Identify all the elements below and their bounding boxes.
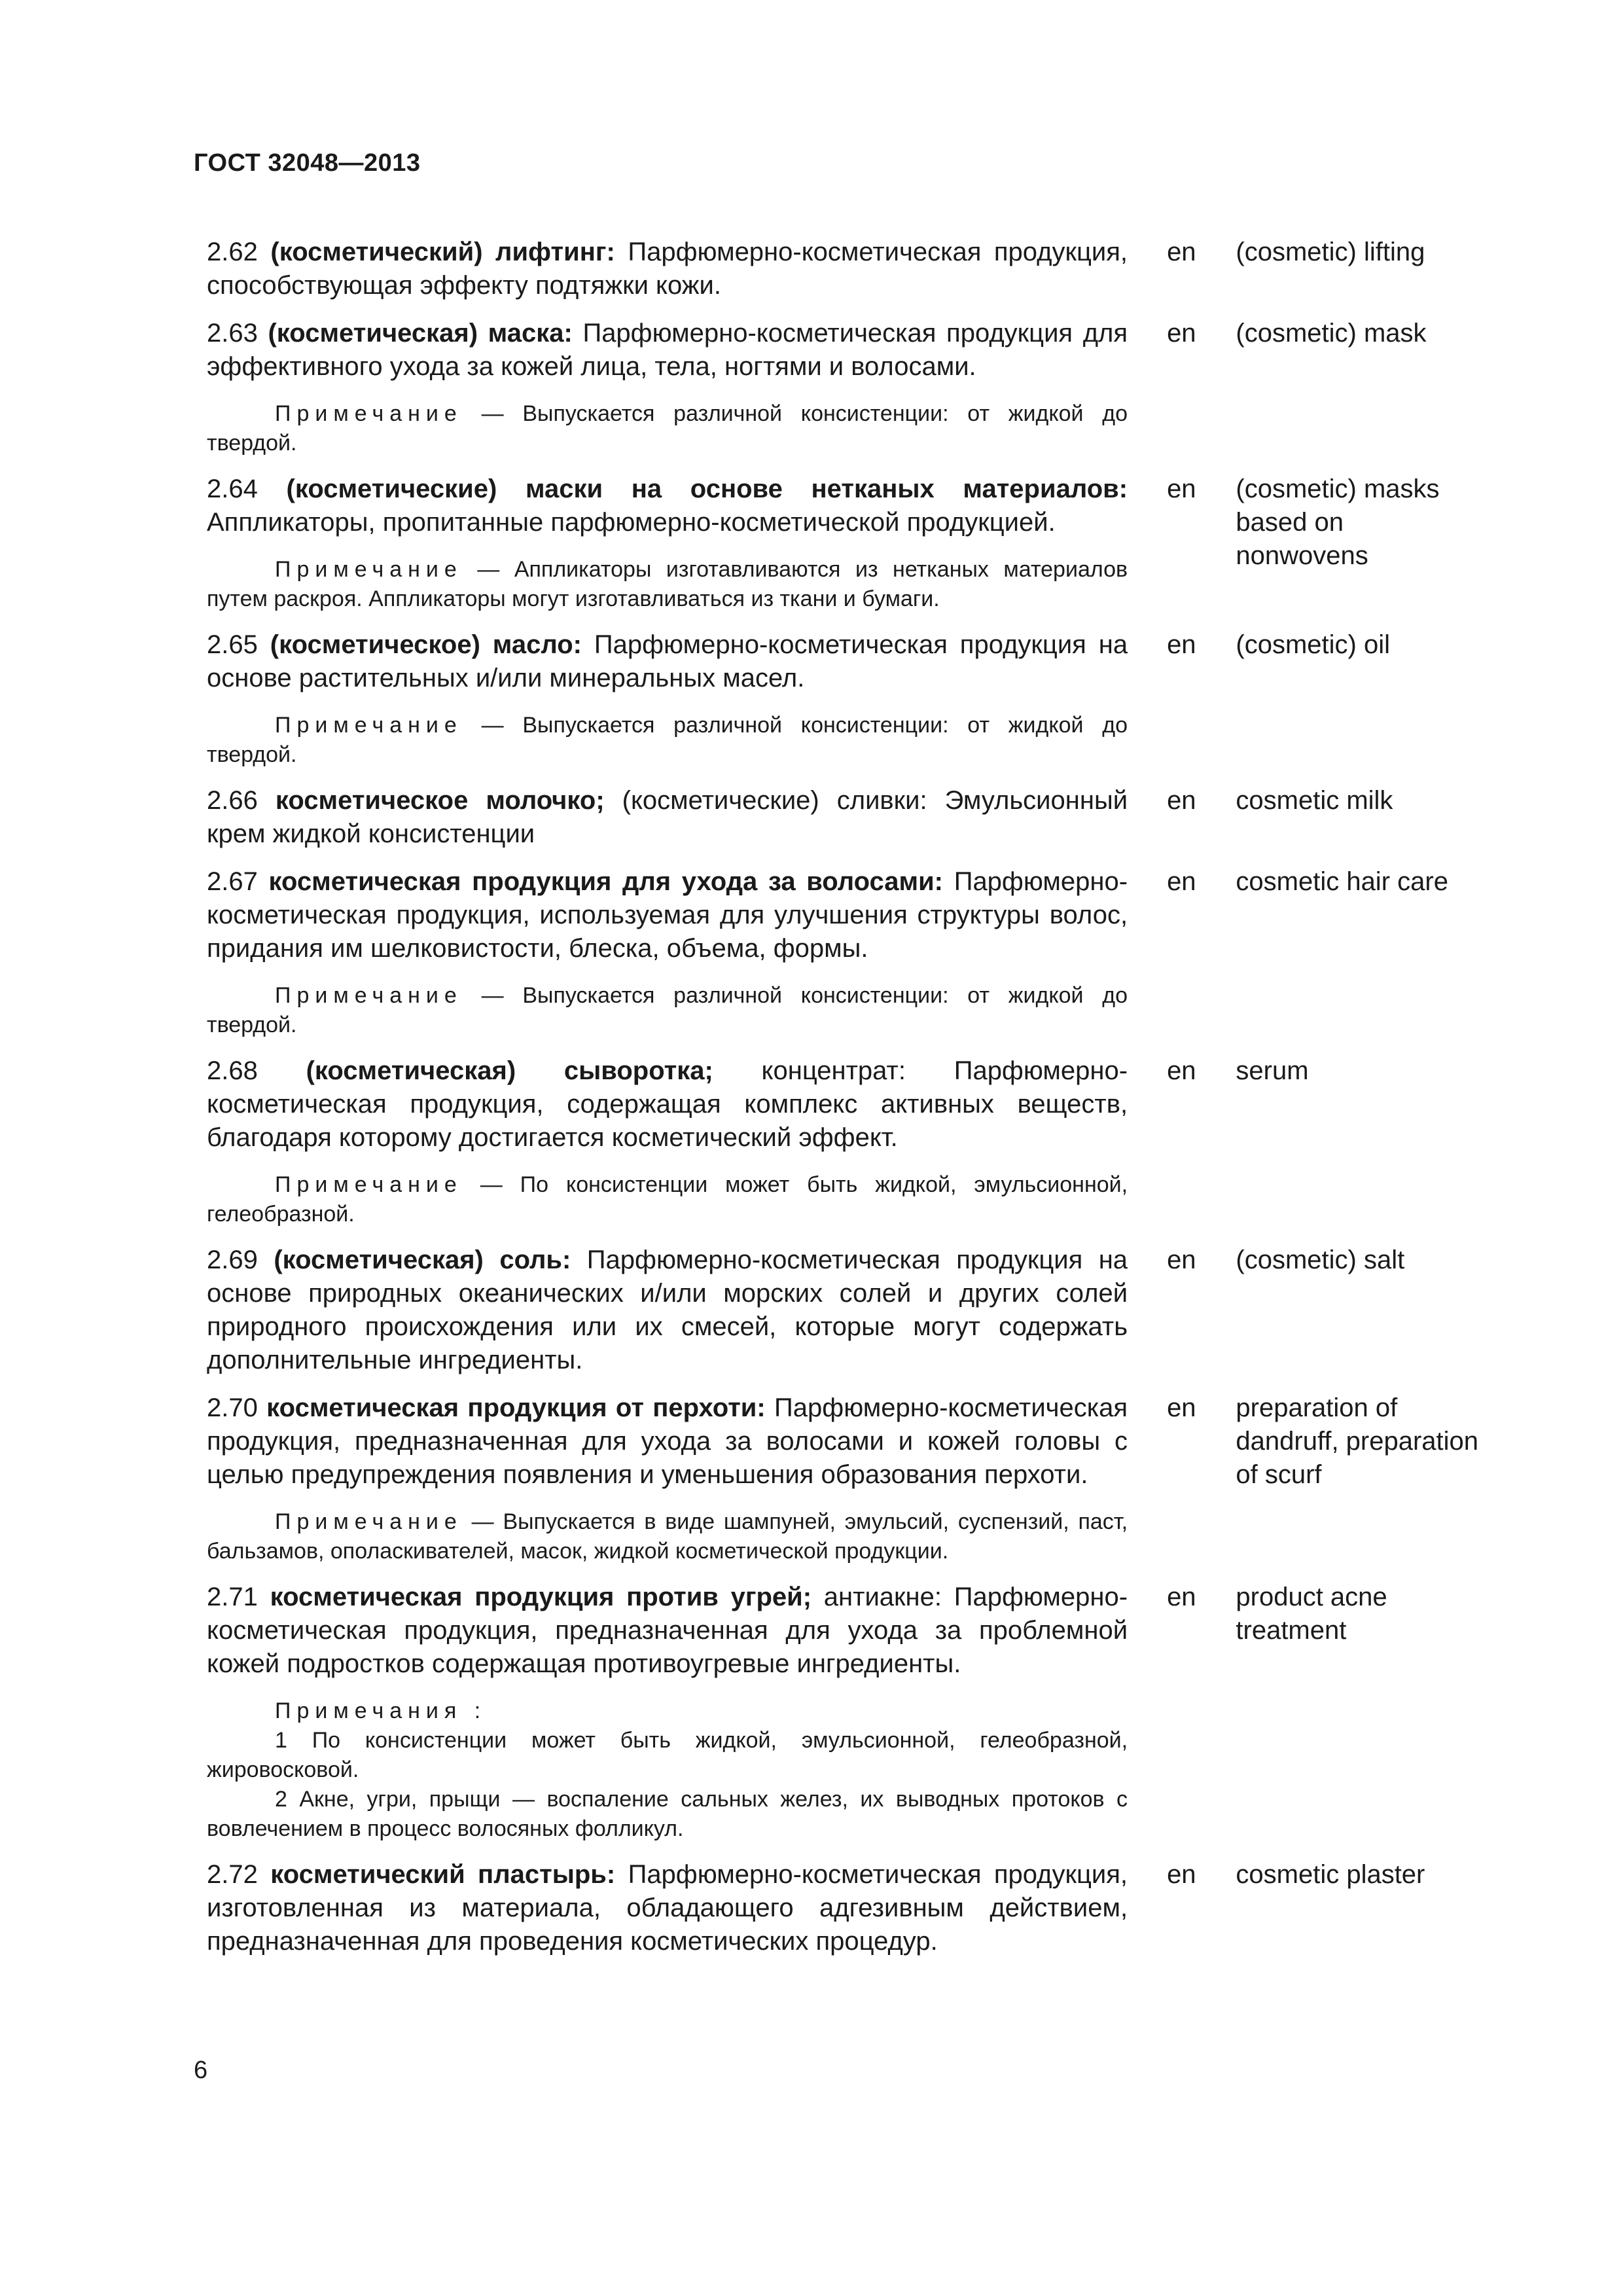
language-code: en <box>1167 1393 1196 1422</box>
term-entry <box>207 865 1483 1040</box>
definition-column <box>207 628 1128 770</box>
term-definition: концентрат: Парфюмерно-косметическая продукция, содержащая комплекс активных веществ, благодаря которому достигается косметический эффект. <box>207 1056 1128 1152</box>
definition-text <box>207 784 1128 851</box>
term-title: (косметическая) маска: <box>268 319 573 348</box>
definition-text <box>207 1858 1128 1958</box>
term-title: (косметическое) масло: <box>270 630 582 659</box>
note-text: — Выпускается различной консистенции: от жидкой до твердой. <box>207 983 1128 1037</box>
term-notes <box>207 1696 1128 1844</box>
definition-text <box>207 473 1128 539</box>
note-text: — По консистенции может быть жидкой, эмульсионной, гелеобразной. <box>207 1172 1128 1227</box>
definition-column <box>207 865 1128 1040</box>
english-equivalent: (cosmetic) oil <box>1236 630 1390 659</box>
term-title: (косметическая) сыворотка; <box>306 1056 713 1085</box>
term-number: 2.69 <box>207 1246 258 1274</box>
term-note <box>207 399 1128 458</box>
term-definition: (косметические) сливки: Эмульсионный крем жидкой консистенции <box>207 786 1128 848</box>
note-label: Примечание <box>275 557 463 582</box>
term-entry <box>207 784 1483 851</box>
note-text: — Аппликаторы изготавливаются из нетканых материалов путем раскроя. Аппликаторы могут изготавливаться из ткани и бумаги. <box>207 557 1128 611</box>
english-equivalent: cosmetic milk <box>1236 786 1393 815</box>
term-number: 2.72 <box>207 1860 258 1889</box>
language-code: en <box>1167 1860 1196 1889</box>
term-note <box>207 1507 1128 1566</box>
definition-text <box>207 628 1128 695</box>
term-definition: Парфюмерно-косметическая продукция, предназначенная для ухода за волосами и кожей головы с целью предупреждения появления и уменьшения образования перхоти. <box>207 1393 1128 1489</box>
term-number: 2.62 <box>207 238 258 266</box>
term-entry <box>207 1581 1483 1844</box>
term-definition: Парфюмерно-косметическая продукция, способствующая эффекту подтяжки кожи. <box>207 238 1128 300</box>
term-number: 2.70 <box>207 1393 258 1422</box>
language-code: en <box>1167 1056 1196 1085</box>
term-entry <box>207 473 1483 614</box>
definition-column <box>207 1581 1128 1844</box>
definition-column <box>207 1858 1128 1958</box>
language-code: en <box>1167 867 1196 896</box>
term-definition: Парфюмерно-косметическая продукция на основе растительных и/или минеральных масел. <box>207 630 1128 692</box>
note-label: Примечание <box>275 1172 463 1197</box>
definition-text <box>207 317 1128 384</box>
term-entry <box>207 628 1483 770</box>
definition-column <box>207 1391 1128 1566</box>
note-label: Примечание <box>275 713 463 738</box>
term-entry <box>207 1858 1483 1958</box>
term-note <box>207 1170 1128 1229</box>
english-equivalent: (cosmetic) salt <box>1236 1246 1405 1274</box>
english-equivalent: (cosmetic) mask <box>1236 319 1427 348</box>
term-definition: Парфюмерно-косметическая продукция на основе природных океанических и/или морских солей и других солей природного происхождения или их смесей, которые могут содержать дополнительные ингредиенты. <box>207 1246 1128 1374</box>
term-number: 2.65 <box>207 630 258 659</box>
definition-column <box>207 236 1128 302</box>
english-equivalent: product acne treatment <box>1236 1583 1387 1645</box>
term-number: 2.67 <box>207 867 258 896</box>
note-text: — Выпускается различной консистенции: от жидкой до твердой. <box>207 401 1128 456</box>
term-title: (косметические) маски на основе нетканых материалов: <box>286 475 1128 503</box>
definition-text <box>207 1054 1128 1155</box>
term-number: 2.71 <box>207 1583 258 1611</box>
term-definition: Парфюмерно-косметическая продукция, изготовленная из материала, обладающего адгезивным действием, предназначенная для проведения косметических процедур. <box>207 1860 1128 1956</box>
term-title: косметическая продукция против угрей; <box>270 1583 812 1611</box>
note-item: 1 По консистенции может быть жидкой, эмульсионной, гелеобразной, жировосковой. <box>207 1728 1128 1782</box>
note-text: — Выпускается в виде шампуней, эмульсий, суспензий, паст, бальзамов, ополаскивателей, масок, жидкой косметической продукции. <box>207 1509 1128 1564</box>
english-equivalent: preparation of dandruff, preparation of scurf <box>1236 1393 1479 1489</box>
term-title: (косметическая) соль: <box>274 1246 571 1274</box>
terms-list <box>207 236 1483 1973</box>
language-code: en <box>1167 786 1196 815</box>
term-title: косметическая продукция от перхоти: <box>266 1393 766 1422</box>
definition-text <box>207 865 1128 965</box>
term-title: косметическое молочко; <box>275 786 605 815</box>
language-code: en <box>1167 319 1196 348</box>
language-code: en <box>1167 475 1196 503</box>
english-equivalent: cosmetic hair care <box>1236 867 1448 896</box>
definition-column <box>207 1054 1128 1229</box>
language-code: en <box>1167 630 1196 659</box>
definition-text <box>207 1244 1128 1377</box>
definition-text <box>207 1581 1128 1681</box>
note-label: Примечание <box>275 983 463 1008</box>
language-code: en <box>1167 1246 1196 1274</box>
term-title: косметический пластырь: <box>270 1860 616 1889</box>
term-definition: Парфюмерно-косметическая продукция для эффективного ухода за кожей лица, тела, ногтями и волосами. <box>207 319 1128 381</box>
language-code: en <box>1167 1583 1196 1611</box>
english-equivalent: (cosmetic) lifting <box>1236 238 1425 266</box>
term-entry <box>207 1244 1483 1377</box>
language-code: en <box>1167 238 1196 266</box>
document-header: ГОСТ 32048—2013 <box>194 149 421 177</box>
definition-column <box>207 317 1128 458</box>
term-note <box>207 555 1128 614</box>
note-text: — Выпускается различной консистенции: от жидкой до твердой. <box>207 713 1128 767</box>
english-equivalent: cosmetic plaster <box>1236 1860 1425 1889</box>
note-label: Примечание <box>275 1509 463 1534</box>
term-number: 2.63 <box>207 319 258 348</box>
term-definition: Аппликаторы, пропитанные парфюмерно-косметической продукцией. <box>207 508 1056 537</box>
term-title: косметическая продукция для ухода за волосами: <box>268 867 944 896</box>
term-definition: Парфюмерно-косметическая продукция, используемая для улучшения структуры волос, придания им шелковистости, блеска, объема, формы. <box>207 867 1128 963</box>
page-number: 6 <box>194 2056 208 2084</box>
note-label: Примечание <box>275 401 463 426</box>
term-note <box>207 711 1128 770</box>
definition-column <box>207 473 1128 614</box>
note-item: 2 Акне, угри, прыщи — воспаление сальных желез, их выводных протоков с вовлечением в процесс волосяных фолликул. <box>207 1787 1128 1841</box>
english-equivalent: serum <box>1236 1056 1309 1085</box>
term-definition: антиакне: Парфюмерно-косметическая продукция, предназначенная для ухода за проблемной кожей подростков содержащая противоугревые ингредиенты. <box>207 1583 1128 1678</box>
notes-label: Примечания : <box>275 1698 487 1723</box>
term-entry <box>207 317 1483 458</box>
term-entry <box>207 1391 1483 1566</box>
definition-column <box>207 1244 1128 1377</box>
term-entry <box>207 1054 1483 1229</box>
term-entry <box>207 236 1483 302</box>
definition-text <box>207 236 1128 302</box>
term-number: 2.68 <box>207 1056 258 1085</box>
term-note <box>207 981 1128 1040</box>
definition-column <box>207 784 1128 851</box>
english-equivalent: (cosmetic) masks based on nonwovens <box>1236 475 1440 570</box>
term-number: 2.66 <box>207 786 258 815</box>
definition-text <box>207 1391 1128 1492</box>
term-title: (косметический) лифтинг: <box>270 238 615 266</box>
term-number: 2.64 <box>207 475 258 503</box>
